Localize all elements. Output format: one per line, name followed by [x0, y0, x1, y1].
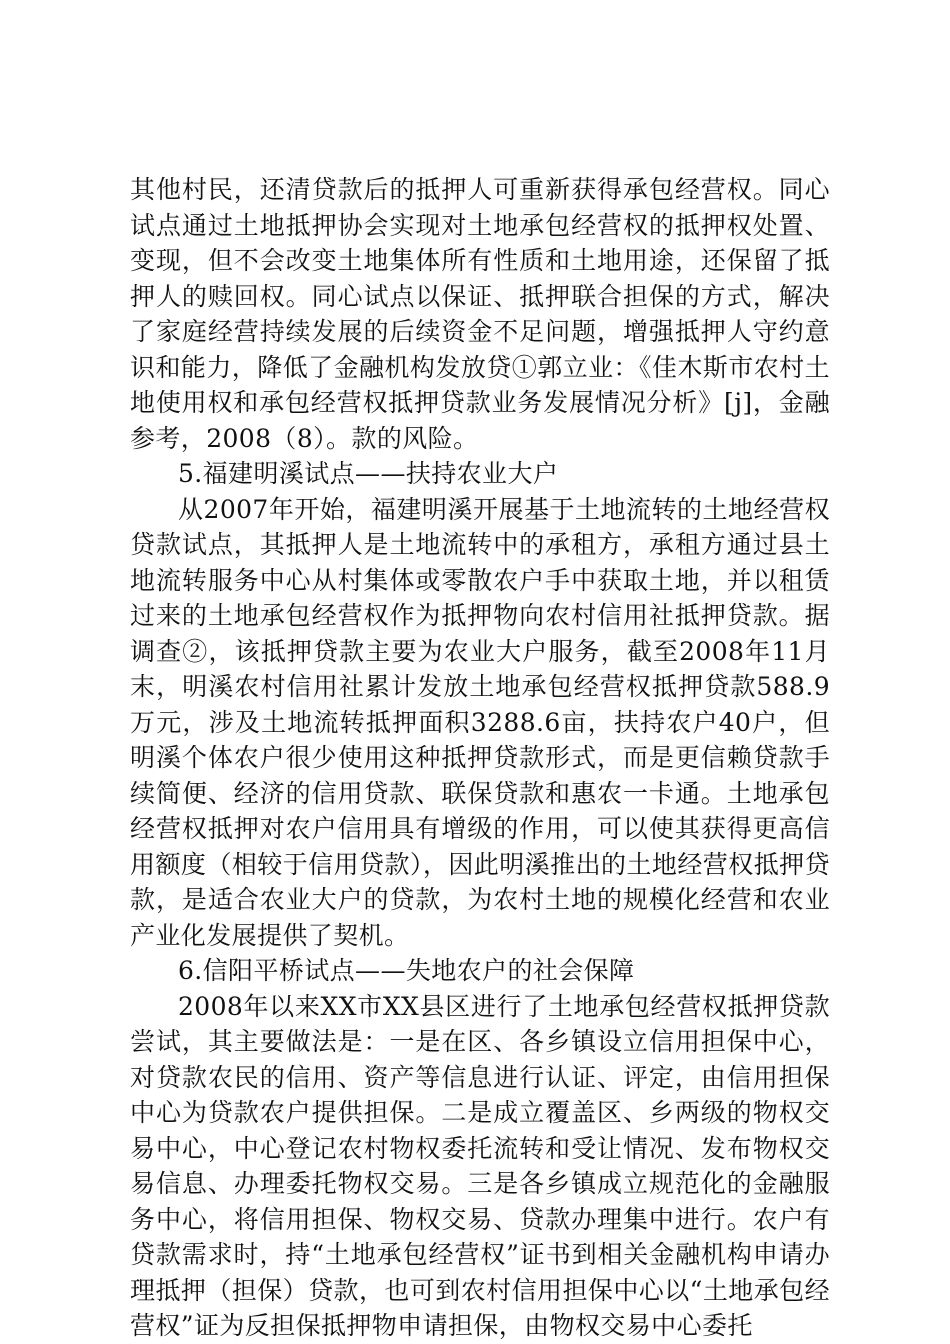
body-paragraph-2: 从2007年开始，福建明溪开展基于土地流转的土地经营权贷款试点，其抵押人是土地流转中的承租方，承租方通过县土地流转服务中心从村集体或零散农户手中获取土地，并以租赁过来的土地承包经营权作为抵押物向农村信用社抵押贷款。据调查②，该抵押贷款主要为农业大户服务，截至2008年11月末，明溪农村信用社累计发放土地承包经营权抵押贷款588.9万元，涉及土地流转抵押面积3288.6亩，扶持农户40户，但明溪个体农户很少使用这种抵押贷款形式，而是更信赖贷款手续简便、经济的信用贷款、联保贷款和惠农一卡通。土地承包经营权抵押对农户信用具有增级的作用，可以使其获得更高信用额度（相较于信用贷款），因此明溪推出的土地经营权抵押贷款，是适合农业大户的贷款，为农村土地的规模化经营和农业产业化发展提供了契机。: [130, 494, 830, 950]
document-page: [130, 172, 830, 1344]
body-paragraph-3: 2008年以来XX市XX县区进行了土地承包经营权抵押贷款尝试，其主要做法是：一是在区、各乡镇设立信用担保中心，对贷款农民的信用、资产等信息进行认证、评定，由信用担保中心为贷款农户提供担保。二是成立覆盖区、乡两级的物权交易中心，中心登记农村物权委托流转和受让情况、发布物权交易信息、办理委托物权交易。三是各乡镇成立规范化的金融服务中心，将信用担保、物权交易、贷款办理集中进行。农户有贷款需求时，持“土地承包经营权”证书到相关金融机构申请办理抵押（担保）贷款，也可到农村信用担保中心以“土地承包经营权”证为反担保抵押物申请担保，由物权交易中心委托: [130, 991, 830, 1340]
body-paragraph-1: 其他村民，还清贷款后的抵押人可重新获得承包经营权。同心试点通过土地抵押协会实现对土地承包经营权的抵押权处置、变现，但不会改变土地集体所有性质和土地用途，还保留了抵押人的赎回权。同心试点以保证、抵押联合担保的方式，解决了家庭经营持续发展的后续资金不足问题，增强抵押人守约意识和能力，降低了金融机构发放贷①郭立业：《佳木斯市农村土地使用权和承包经营权抵押贷款业务发展情况分析》[j]，金融参考，2008（8）。款的风险。: [130, 175, 830, 453]
section-heading-5: 5.福建明溪试点——扶持农业大户: [178, 459, 559, 488]
section-heading-6: 6.信阳平桥试点——失地农户的社会保障: [178, 956, 635, 985]
